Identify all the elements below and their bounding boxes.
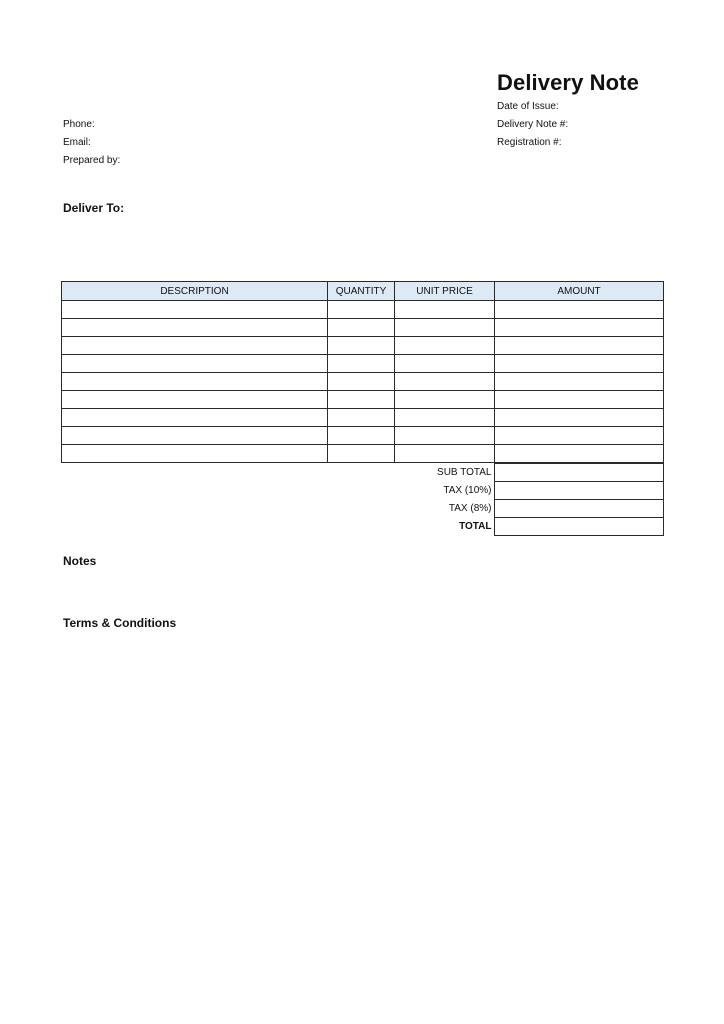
amount-cell[interactable] (495, 409, 664, 427)
quantity-cell[interactable] (328, 391, 395, 409)
tax-10-label: TAX (10%) (443, 485, 492, 496)
tax-10-row (61, 482, 663, 500)
terms-heading: Terms & Conditions (63, 616, 177, 630)
tax-8-label: TAX (8%) (448, 503, 492, 514)
description-cell[interactable] (62, 373, 328, 391)
notes-heading: Notes (63, 554, 97, 568)
table-row (62, 319, 664, 337)
unit-price-cell[interactable] (395, 409, 495, 427)
description-cell[interactable] (62, 391, 328, 409)
totals-table (61, 463, 664, 536)
description-cell[interactable] (62, 319, 328, 337)
table-row (62, 337, 664, 355)
unit-price-cell[interactable] (395, 319, 495, 337)
sub-total-row (61, 464, 663, 482)
table-row (62, 391, 664, 409)
amount-cell[interactable] (495, 445, 664, 463)
table-row (62, 409, 664, 427)
column-header-description: DESCRIPTION (62, 282, 328, 301)
amount-cell[interactable] (495, 373, 664, 391)
table-row (62, 373, 664, 391)
table-row (62, 427, 664, 445)
unit-price-cell[interactable] (395, 301, 495, 319)
unit-price-cell[interactable] (395, 445, 495, 463)
items-table-header (62, 282, 664, 301)
amount-cell[interactable] (495, 301, 664, 319)
phone-label: Phone: (63, 119, 95, 130)
unit-price-cell[interactable] (395, 373, 495, 391)
quantity-cell[interactable] (328, 409, 395, 427)
amount-cell[interactable] (495, 319, 664, 337)
description-cell[interactable] (62, 301, 328, 319)
unit-price-cell[interactable] (395, 391, 495, 409)
document-title: Delivery Note (497, 70, 639, 95)
deliver-to-heading: Deliver To: (63, 201, 125, 215)
registration-number-label: Registration #: (497, 137, 562, 148)
amount-cell[interactable] (495, 337, 664, 355)
quantity-cell[interactable] (328, 373, 395, 391)
table-row (62, 301, 664, 319)
unit-price-cell[interactable] (395, 427, 495, 445)
column-header-quantity: QUANTITY (328, 282, 395, 301)
quantity-cell[interactable] (328, 301, 395, 319)
column-header-amount: AMOUNT (495, 282, 664, 301)
column-header-unit-price: UNIT PRICE (395, 282, 495, 301)
unit-price-cell[interactable] (395, 355, 495, 373)
quantity-cell[interactable] (328, 319, 395, 337)
description-cell[interactable] (62, 427, 328, 445)
description-cell[interactable] (62, 355, 328, 373)
amount-cell[interactable] (495, 427, 664, 445)
sub-total-value[interactable] (494, 464, 663, 482)
delivery-note-number-label: Delivery Note #: (497, 119, 569, 130)
total-row (61, 518, 663, 536)
table-row (62, 445, 664, 463)
total-value[interactable] (494, 518, 663, 536)
tax-8-value[interactable] (494, 500, 663, 518)
table-row (62, 355, 664, 373)
total-label: TOTAL (459, 521, 492, 532)
items-table (61, 281, 664, 463)
tax-10-value[interactable] (494, 482, 663, 500)
unit-price-cell[interactable] (395, 337, 495, 355)
prepared-by-label: Prepared by: (63, 155, 121, 166)
sub-total-label: SUB TOTAL (437, 467, 492, 478)
quantity-cell[interactable] (328, 427, 395, 445)
quantity-cell[interactable] (328, 337, 395, 355)
date-of-issue-label: Date of Issue: (497, 101, 559, 112)
description-cell[interactable] (62, 409, 328, 427)
tax-8-row (61, 500, 663, 518)
description-cell[interactable] (62, 337, 328, 355)
amount-cell[interactable] (495, 391, 664, 409)
quantity-cell[interactable] (328, 355, 395, 373)
quantity-cell[interactable] (328, 445, 395, 463)
email-label: Email: (63, 137, 91, 148)
amount-cell[interactable] (495, 355, 664, 373)
description-cell[interactable] (62, 445, 328, 463)
